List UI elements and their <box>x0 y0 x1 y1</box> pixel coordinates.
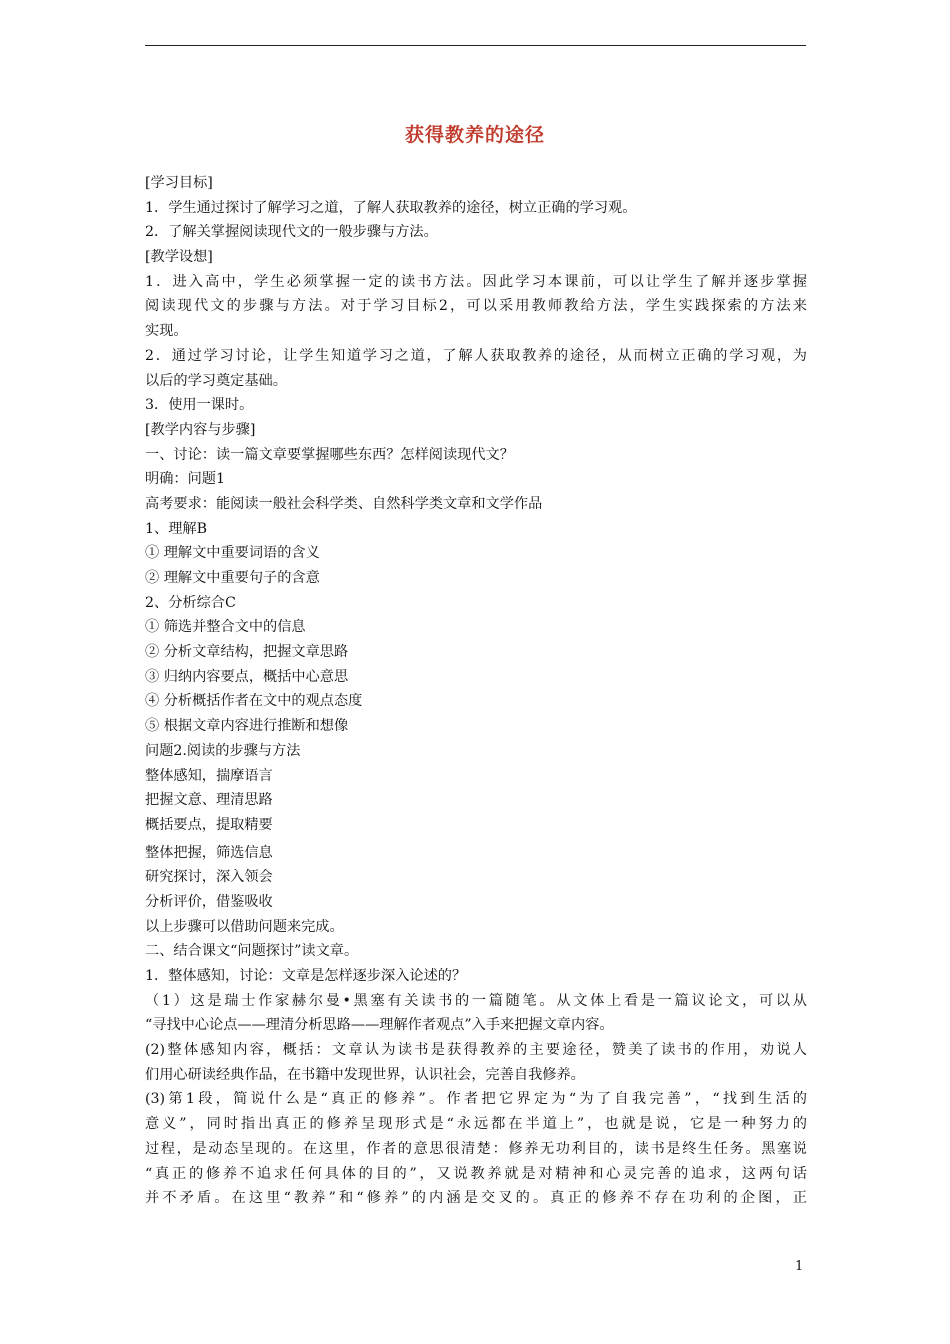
text-line: 们用心研读经典作品，在书籍中发现世界，认识社会，完善自我修养。 <box>145 1066 585 1083</box>
text-line: ⑤ 根据文章内容进行推断和想像 <box>145 718 349 735</box>
page-number: 1 <box>795 1259 804 1274</box>
text-line: 意义”，同时指出真正的修养呈现形式是“永远都在半道上”，也就是说，它是一种努力的 <box>145 1116 807 1133</box>
text-line: （1）这是瑞士作家赫尔曼•黑塞有关读书的一篇随笔。从文体上看是一篇议论文，可以从 <box>145 992 807 1009</box>
text-line: 一、讨论：读一篇文章要掌握哪些东西？怎样阅读现代文？ <box>145 446 514 463</box>
text-line: 并不矛盾。在这里“教养”和“修养”的内涵是交叉的。真正的修养不存在功利的企图，正 <box>145 1190 807 1207</box>
text-line: 问题2.阅读的步骤与方法 <box>145 742 301 759</box>
text-line: 阅读现代文的步骤与方法。对于学习目标2，可以采用教师教给方法，学生实践探索的方法来 <box>145 298 807 315</box>
text-line: 以上步骤可以借助问题来完成。 <box>145 918 344 935</box>
text-line: 把握文意、理清思路 <box>145 792 273 809</box>
text-line: 整体感知，揣摩语言 <box>145 767 273 784</box>
text-line: 2．了解关掌握阅读现代文的一般步骤与方法。 <box>145 224 438 241</box>
document-body <box>145 171 807 1211</box>
text-line: (3)第1段，简说什么是“真正的修养”。作者把它界定为“为了自我完善”，“找到生活的 <box>145 1091 807 1108</box>
text-line: ① 理解文中重要词语的含义 <box>145 545 320 562</box>
text-line: 3．使用一课时。 <box>145 397 254 414</box>
text-line: 1．整体感知，讨论：文章是怎样逐步深入论述的？ <box>145 968 467 984</box>
text-line: (2)整体感知内容，概括：文章认为读书是获得教养的主要途径，赞美了读书的作用，劝说人 <box>145 1042 807 1059</box>
text-line: 2．通过学习讨论，让学生知道学习之道，了解人获取教养的途径，从而树立正确的学习观，为 <box>145 347 807 364</box>
text-line: 2、分析综合C <box>145 594 236 611</box>
text-line: 研究探讨，深入领会 <box>145 869 273 886</box>
text-line: [教学设想] <box>145 249 213 266</box>
text-line: “真正的修养不追求任何具体的目的”，又说教养就是对精神和心灵完善的追求，这两句话 <box>145 1165 807 1182</box>
text-line: 过程，是动态呈现的。在这里，作者的意思很清楚：修养无功利目的，读书是终生任务。黑塞说 <box>145 1140 807 1157</box>
text-line: ④ 分析概括作者在文中的观点态度 <box>145 693 363 710</box>
text-line: 高考要求：能阅读一般社会科学类、自然科学类文章和文学作品 <box>145 495 543 512</box>
text-line: ② 分析文章结构，把握文章思路 <box>145 644 349 661</box>
text-line: “寻找中心论点——理清分析思路——理解作者观点”入手来把握文章内容。 <box>145 1017 614 1034</box>
text-line: ② 理解文中重要句子的含意 <box>145 570 320 586</box>
header-rule <box>145 45 806 46</box>
text-line: ① 筛选并整合文中的信息 <box>145 619 306 636</box>
text-line: 二、结合课文“问题探讨”读文章。 <box>145 943 359 960</box>
text-line: ③ 归纳内容要点，概括中心意思 <box>145 668 349 685</box>
text-line: 1、理解B <box>145 520 208 537</box>
text-line: 1．进入高中，学生必须掌握一定的读书方法。因此学习本课前，可以让学生了解并逐步掌握 <box>145 273 807 290</box>
text-line: 明确：问题1 <box>145 471 225 488</box>
text-line: 分析评价，借鉴吸收 <box>145 893 273 910</box>
text-line: 1．学生通过探讨了解学习之道，了解人获取教养的途径，树立正确的学习观。 <box>145 199 637 216</box>
text-line: [教学内容与步骤] <box>145 421 256 438</box>
text-line: 概括要点，提取精要 <box>145 816 273 833</box>
text-line: 实现。 <box>145 323 188 340</box>
text-line: [学习目标] <box>145 175 213 191</box>
text-line: 以后的学习奠定基础。 <box>145 372 287 389</box>
text-line: 整体把握，筛选信息 <box>145 844 273 861</box>
document-title: 获得教养的途径 <box>404 124 545 146</box>
